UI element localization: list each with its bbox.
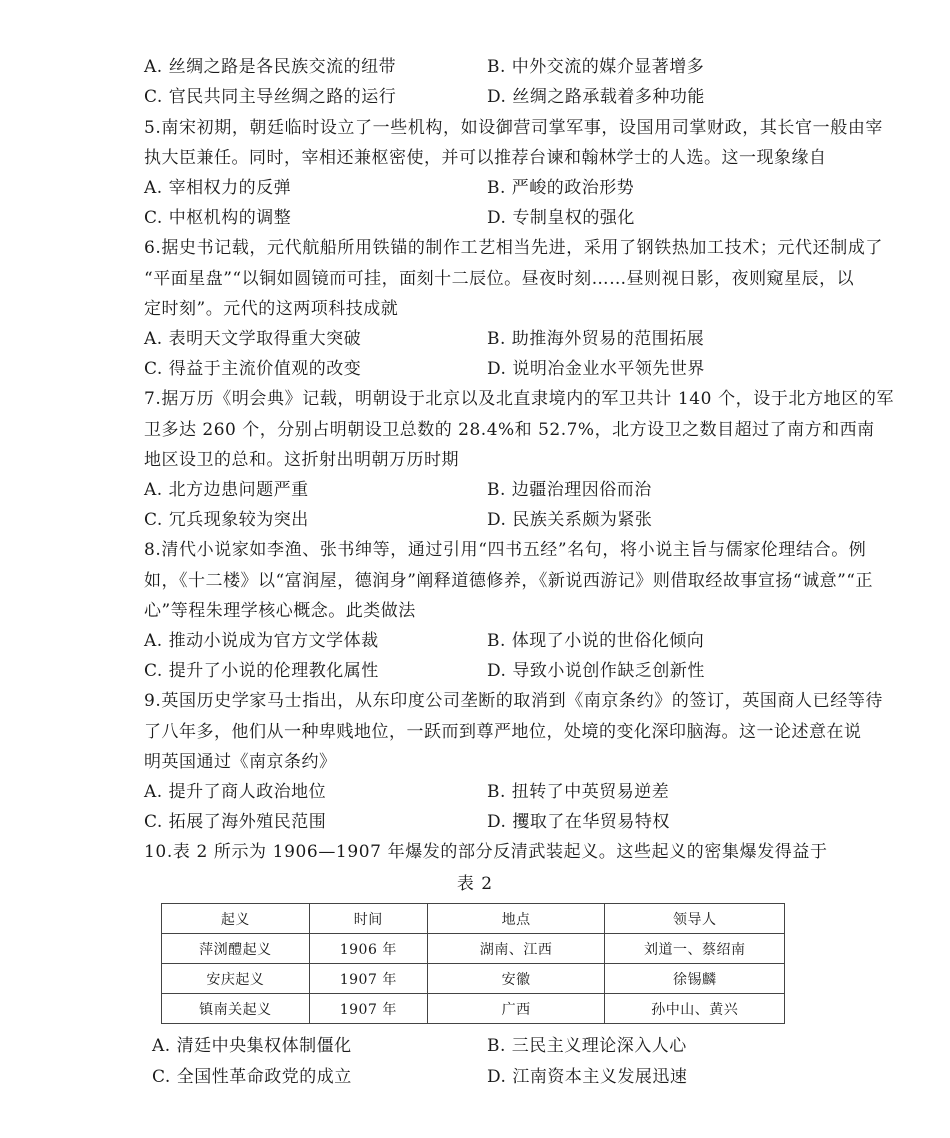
q6-option-c: C. 得益于主流价值观的改变	[144, 359, 362, 379]
q6-option-d: D. 说明冶金业水平领先世界	[487, 359, 705, 379]
q4-option-a: A. 丝绸之路是各民族交流的纽带	[144, 57, 397, 77]
table-cell: 广西	[427, 994, 605, 1024]
q8-stem-line-1: 8.清代小说家如李渔、张书绅等，通过引用“四书五经”名句，将小说主旨与儒家伦理结合。例	[144, 540, 867, 560]
table-cell: 刘道一、蔡绍南	[605, 934, 785, 964]
q8-stem-line-2: 如，《十二楼》以“富润屋，德润身”阐释道德修养，《新说西游记》则借取经故事宣扬“诚意”“正	[144, 571, 873, 591]
table-cell: 1907 年	[309, 994, 427, 1024]
table-cell: 湖南、江西	[427, 934, 605, 964]
q7-stem-line-1: 7.据万历《明会典》记载，明朝设于北京以及北直隶境内的军卫共计 140 个，设于北方地区的军	[144, 389, 895, 409]
q8-option-b: B. 体现了小说的世俗化倾向	[487, 631, 705, 651]
table-cell: 镇南关起义	[162, 994, 310, 1024]
q10-option-a: A. 清廷中央集权体制僵化	[152, 1036, 352, 1056]
q9-option-b: B. 扭转了中英贸易逆差	[487, 782, 670, 802]
q5-stem-line-2: 执大臣兼任。同时，宰相还兼枢密使，并可以推荐台谏和翰林学士的人选。这一现象缘自	[144, 148, 827, 168]
q10-option-c: C. 全国性革命政党的成立	[152, 1067, 352, 1087]
table-caption: 表 2	[456, 874, 494, 894]
table-row	[162, 964, 785, 994]
q6-stem-line-3: 定时刻”。元代的这两项科技成就	[144, 299, 399, 319]
table-header-cell: 领导人	[605, 904, 785, 934]
q6-option-b: B. 助推海外贸易的范围拓展	[487, 329, 705, 349]
table-cell: 安庆起义	[162, 964, 310, 994]
q5-option-d: D. 专制皇权的强化	[487, 208, 635, 228]
q8-stem-line-3: 心”等程朱理学核心概念。此类做法	[144, 601, 416, 621]
q6-stem-line-1: 6.据史书记载，元代航船所用铁锚的制作工艺相当先进，采用了钢铁热加工技术；元代还制成了	[144, 238, 884, 258]
table-header-row	[162, 904, 785, 934]
q4-option-b: B. 中外交流的媒介显著增多	[487, 57, 705, 77]
q7-option-a: A. 北方边患问题严重	[144, 480, 309, 500]
q6-stem-line-2: “平面星盘”“以铜如圆镜而可挂，面刻十二辰位。昼夜时刻……昼则视日影，夜则窥星辰，以	[144, 269, 855, 289]
q9-option-c: C. 拓展了海外殖民范围	[144, 812, 327, 832]
q6-option-a: A. 表明天文学取得重大突破	[144, 329, 362, 349]
q7-option-d: D. 民族关系颇为紧张	[487, 510, 653, 530]
table-cell: 徐锡麟	[605, 964, 785, 994]
table-header-cell: 时间	[309, 904, 427, 934]
table-cell: 孙中山、黄兴	[605, 994, 785, 1024]
q7-stem-line-3: 地区设卫的总和。这折射出明朝万历时期	[144, 450, 459, 470]
q9-option-d: D. 攫取了在华贸易特权	[487, 812, 670, 832]
q7-stem-line-2: 卫多达 260 个，分别占明朝设卫总数的 28.4%和 52.7%，北方设卫之数目超过了南方和西南	[144, 420, 875, 440]
table-row	[162, 994, 785, 1024]
q5-option-c: C. 中枢机构的调整	[144, 208, 292, 228]
q5-option-a: A. 宰相权力的反弹	[144, 178, 292, 198]
q10-stem-line-1: 10.表 2 所示为 1906—1907 年爆发的部分反清武装起义。这些起义的密集爆发得益于	[144, 842, 828, 862]
q4-option-c: C. 官民共同主导丝绸之路的运行	[144, 87, 397, 107]
table-cell: 安徽	[427, 964, 605, 994]
q5-option-b: B. 严峻的政治形势	[487, 178, 635, 198]
q8-option-d: D. 导致小说创作缺乏创新性	[487, 661, 705, 681]
table-cell: 1907 年	[309, 964, 427, 994]
q9-stem-line-3: 明英国通过《南京条约》	[144, 752, 337, 772]
q4-option-d: D. 丝绸之路承载着多种功能	[487, 87, 705, 107]
table-cell: 萍浏醴起义	[162, 934, 310, 964]
q9-stem-line-2: 了八年多，他们从一种卑贱地位，一跃而到尊严地位，处境的变化深印脑海。这一论述意在说	[144, 722, 862, 742]
q8-option-c: C. 提升了小说的伦理教化属性	[144, 661, 379, 681]
q10-option-b: B. 三民主义理论深入人心	[487, 1036, 687, 1056]
uprisings-table	[161, 903, 785, 1024]
q5-stem-line-1: 5.南宋初期，朝廷临时设立了一些机构，如设御营司掌军事，设国用司掌财政，其长官一般由宰	[144, 118, 884, 138]
q9-stem-line-1: 9.英国历史学家马士指出，从东印度公司垄断的取消到《南京条约》的签订，英国商人已经等待	[144, 691, 884, 711]
q7-option-c: C. 冗兵现象较为突出	[144, 510, 309, 530]
table-cell: 1906 年	[309, 934, 427, 964]
q9-option-a: A. 提升了商人政治地位	[144, 782, 327, 802]
q8-option-a: A. 推动小说成为官方文学体裁	[144, 631, 379, 651]
table-row	[162, 934, 785, 964]
table-header-cell: 地点	[427, 904, 605, 934]
q7-option-b: B. 边疆治理因俗而治	[487, 480, 652, 500]
table-header-cell: 起义	[162, 904, 310, 934]
q10-option-d: D. 江南资本主义发展迅速	[487, 1067, 688, 1087]
